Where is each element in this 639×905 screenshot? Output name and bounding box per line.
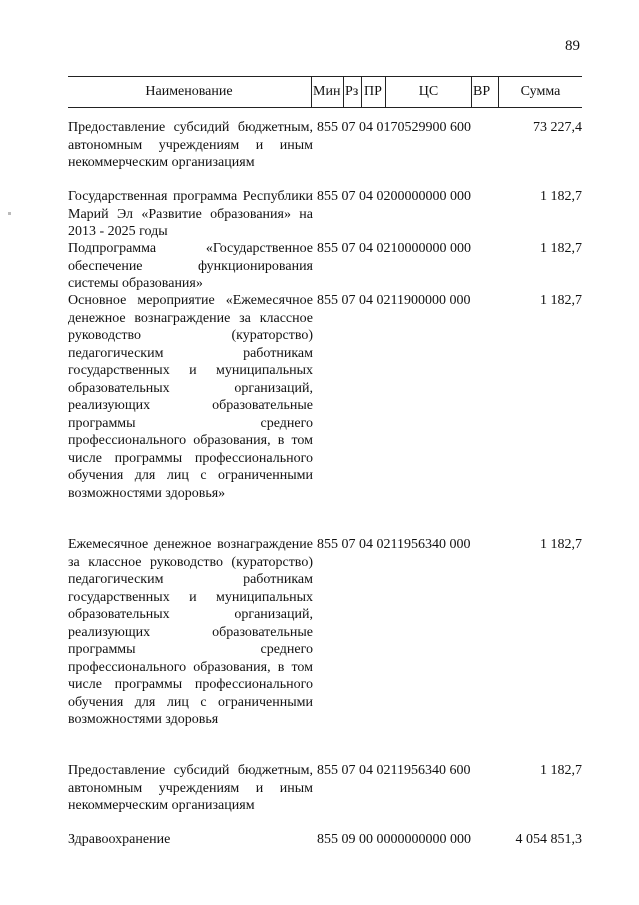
row-name: Предоставление субсидий бюджетным, автономным учреждениям и иным некоммерческим организациям — [68, 120, 313, 170]
table-row — [68, 831, 582, 849]
row-sum: 73 227,4 — [533, 120, 582, 135]
table-row — [68, 119, 582, 172]
table-row — [68, 536, 582, 729]
row-codes: 855 07 04 0211900000 000 — [317, 293, 471, 308]
row-name: Здравоохранение — [68, 832, 171, 847]
row-codes: 855 07 04 0211956340 000 — [317, 537, 471, 552]
table-row — [68, 762, 582, 815]
row-codes: 855 07 04 0200000000 000 — [317, 189, 471, 204]
row-codes: 855 07 04 0211956340 600 — [317, 763, 471, 778]
row-sum: 1 182,7 — [540, 293, 582, 308]
row-name: Государственная программа Республики Марий Эл «Развитие образования» на 2013 - 2025 годы — [68, 189, 313, 239]
table-header — [68, 76, 582, 108]
row-sum: 1 182,7 — [540, 537, 582, 552]
row-codes: 855 07 04 0170529900 600 — [317, 120, 471, 135]
table-row — [68, 292, 582, 502]
table-row — [68, 240, 582, 293]
row-sum: 4 054 851,3 — [515, 832, 582, 847]
header-vr: ВР — [473, 84, 491, 99]
margin-mark — [8, 212, 11, 215]
header-sum: Сумма — [520, 84, 561, 99]
row-sum: 1 182,7 — [540, 241, 582, 256]
row-sum: 1 182,7 — [540, 189, 582, 204]
header-name: Наименование — [145, 84, 233, 99]
row-name: Ежемесячное денежное вознаграждение за классное руководство (кураторство) педагогическим работникам государственных и муниципальных образовательных организаций, реализующих образовательные программы среднего профессионального образования, в том числе программы профессионального обучения для лиц с ограниченными возможностями здоровья — [68, 537, 313, 727]
column-divider — [361, 77, 362, 107]
header-min: Мин — [313, 84, 341, 99]
header-rz: Рз — [345, 84, 359, 99]
header-pr: ПР — [364, 84, 382, 99]
header-cs: ЦС — [418, 84, 439, 99]
row-codes: 855 09 00 0000000000 000 — [317, 832, 471, 847]
row-sum: 1 182,7 — [540, 763, 582, 778]
column-divider — [343, 77, 344, 107]
page-number: 89 — [565, 38, 580, 54]
row-codes: 855 07 04 0210000000 000 — [317, 241, 471, 256]
row-name: Основное мероприятие «Ежемесячное денежное вознаграждение за классное руководство (кураторство) педагогическим работникам государственных и муниципальных образовательных организаций, реализующих образовательные программы среднего профессионального образования, в том числе программы профессионального обучения для лиц с ограниченными возможностями здоровья» — [68, 293, 313, 501]
column-divider — [311, 77, 312, 107]
row-name: Подпрограмма «Государственное обеспечение функционирования системы образования» — [68, 241, 313, 291]
table-row — [68, 188, 582, 241]
column-divider — [471, 77, 472, 107]
row-name: Предоставление субсидий бюджетным, автономным учреждениям и иным некоммерческим организациям — [68, 763, 313, 813]
